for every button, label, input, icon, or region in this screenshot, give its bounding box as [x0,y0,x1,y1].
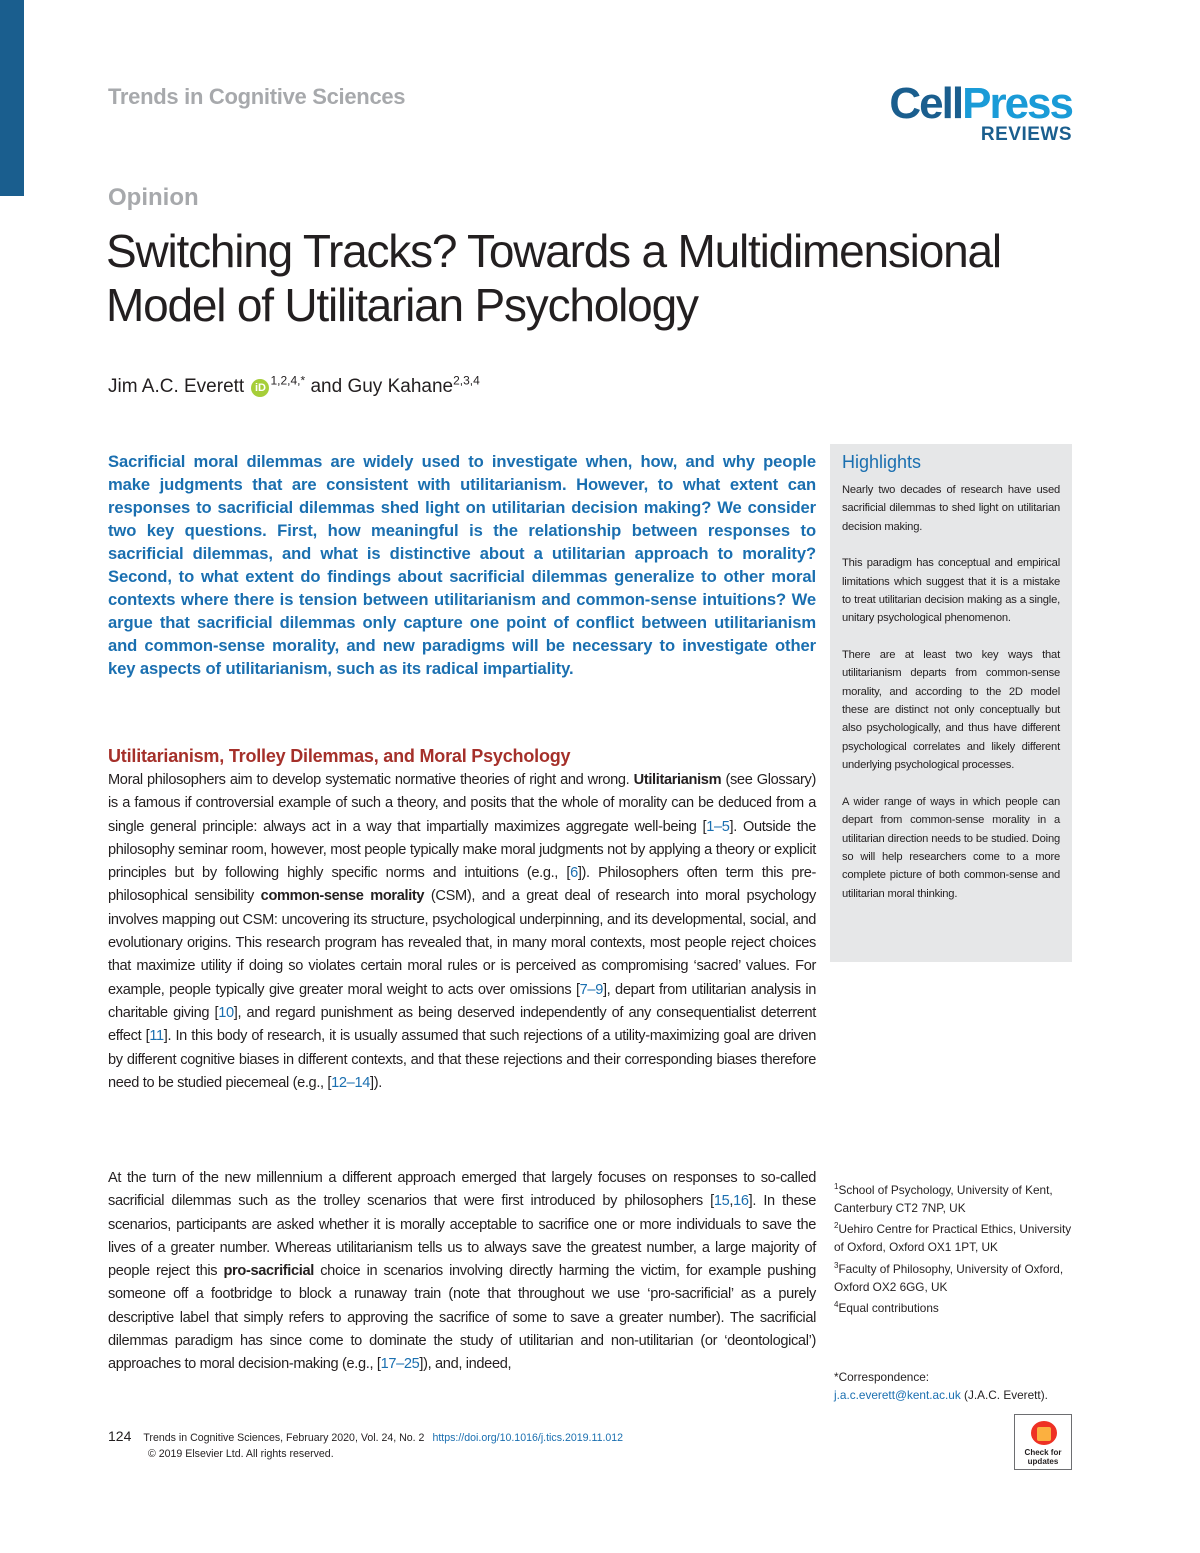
badge-label: Check for updates [1024,1448,1062,1466]
author-conjunction: and [310,376,343,397]
logo-wordmark: CellPress [889,79,1072,128]
reference-link[interactable]: 10 [218,1004,234,1021]
copyright: © 2019 Elsevier Ltd. All rights reserved. [148,1448,334,1460]
reference-link[interactable]: 7–9 [579,981,603,998]
reference-link[interactable]: 16 [733,1193,749,1210]
section-heading: Utilitarianism, Trolley Dilemmas, and Moral Psychology [108,746,571,766]
highlights-title: Highlights [842,452,922,472]
journal-name: Trends in Cognitive Sciences [108,84,406,109]
reference-link[interactable]: 11 [149,1028,164,1045]
correspondence-email[interactable]: j.a.c.everett@kent.ac.uk [834,1388,961,1403]
affiliation-item: $^4$Equal contributions [834,1299,939,1315]
highlights-box [830,444,1072,962]
author-everett-affil: 1,2,4,* [270,373,306,388]
journal-side-bar [0,0,24,196]
reference-link[interactable]: 6 [570,865,578,882]
orcid-icon[interactable]: iD [251,379,269,397]
glossary-term-utilitarianism[interactable]: Utilitarianism [633,772,722,788]
glossary-term-pro-sacrificial[interactable]: pro-sacrificial [223,1263,314,1280]
correspondence-label: *Correspondence: [834,1370,930,1384]
page-number: 124 [108,1428,132,1444]
body-paragraph-1: Moral philosophers aim to develop systematic normative theories of right and wrong. Utilitarianism (see Glossary) is a famous if controversial example of such a theory, and posits that the whole of morality can be deduced from a single general principle: always act in a way that impartially maximizes aggregate well-being [1–5]. Outside the philosophy seminar room, however, most people typically make moral judgments not by applying a theory or explicit principles but by following highly specific norms and intuitions (e.g., [6]). Philosophers often term this pre-philosophical sensibility common-sense morality (CSM), and a great deal of research into moral psychology involves mapping out CSM: uncovering its structure, psychological underpinning, and its developmental, social, and evolutionary origins. This research program has revealed that, in many moral contexts, most people reject choices that maximize utility if doing so violates certain moral rules or is perceived as compromising ‘sacred’ values. For example, people typically give greater moral weight to acts over omissions [7–9], depart from utilitarian analysis in charitable giving [10], and regard punishment as being deserved independently of any consequentialist deterrent effect [11]. In this body of research, it is usually assumed that such rejections of a utility-maximizing goal are driven by different cognitive biases in different contexts, and that these rejections and their corresponding biases therefore need to be studied piecemeal (e.g., [12–14]). [108,772,817,1091]
highlight-item: Nearly two decades of research have used sacrificial dilemmas to shed light on utilitarian decision making. [842,484,1060,533]
reference-link[interactable]: 17–25 [380,1356,420,1373]
reference-link[interactable]: 1–5 [706,818,730,835]
correspondence-name: (J.A.C. Everett). [960,1388,1048,1403]
highlight-item: There are at least two key ways that utilitarianism departs from common-sense morality, and according to the 2D model these are distinct not only conceptually but also psychologically, and thus have different psychological correlates and likely different underlying psychological processes. [842,648,1060,772]
glossary-term-csm[interactable]: common-sense morality [260,888,425,905]
article-type: Opinion [108,184,199,211]
affiliations [834,1178,1074,1317]
affiliation-item: $^2$Uehiro Centre for Practical Ethics, University of Oxford, Oxford OX1 1PT, UK [834,1221,1072,1255]
article-title: Switching Tracks? Towards a Multidimensional Model of Utilitarian Psychology [106,225,1001,331]
author-line [108,373,480,398]
check-for-updates-badge[interactable] [1014,1414,1072,1470]
citation-text: Trends in Cognitive Sciences, February 2020, Vol. 24, No. 2 [143,1432,425,1444]
author-kahane-affil: 2,3,4 [453,373,480,388]
correspondence [834,1368,1084,1404]
highlight-item: This paradigm has conceptual and empirical limitations which suggest that it is a mistake to treat utilitarian decision making as a single, unitary psychological phenomenon. [842,557,1060,625]
author-kahane[interactable]: Guy Kahane [347,376,454,397]
cellpress-logo [880,79,1080,148]
affiliation-item: $^3$Faculty of Philosophy, University of Oxford, Oxford OX2 6GG, UK [834,1260,1064,1294]
highlight-item: A wider range of ways in which people can depart from common-sense morality in a utilitarian direction needs to be studied. Doing so will help researchers come to a more complete picture of both common-sense and utilitarian moral thinking. [842,795,1060,900]
reference-link[interactable]: 12–14 [331,1074,370,1091]
abstract: Sacrificial moral dilemmas are widely used to investigate when, how, and why people make judgments that are consistent with utilitarianism. However, to what extent can responses to sacrificial dilemmas shed light on utilitarian decision making? We consider two key questions. First, how meaningful is the relationship between responses to sacrificial dilemmas, and what is distinctive about a utilitarian approach to morality? Second, to what extent do findings about sacrificial dilemmas generalize to other moral contexts where there is tension between utilitarianism and common-sense intuitions? We argue that sacrificial dilemmas only capture one point of conflict between utilitarianism and common-sense morality, and new paradigms will be necessary to investigate other key aspects of utilitarianism, such as its radical impartiality. [108,452,816,678]
author-everett[interactable]: Jim A.C. Everett [108,376,245,397]
footer-citation [108,1428,623,1444]
body-paragraph-2: At the turn of the new millennium a different approach emerged that largely focuses on responses to so-called sacrificial dilemmas such as the trolley scenarios that were first introduced by philosophers [15,16]. In these scenarios, participants are asked whether it is morally acceptable to sacrifice one or more individuals to save the lives of a greater number. Whereas utilitarianism tells us to always save the greatest number, a large majority of people reject this pro-sacrificial choice in scenarios involving directly harming the victim, for example pushing someone off a footbridge to block a runaway train (note that throughout we use ‘pro-sacrificial’ as a purely descriptive label that simply refers to approving the sacrifice of some to save a greater number). The sacrificial dilemmas paradigm has since come to dominate the study of utilitarian and non-utilitarian (or ‘deontological’) approaches to moral decision-making (e.g., [17–25]), and, indeed, [108,1170,816,1373]
reference-link[interactable]: 15 [713,1193,730,1210]
affiliation-item: $^1$School of Psychology, University of Kent, Canterbury CT2 7NP, UK [834,1182,1053,1216]
doi-link[interactable]: https://doi.org/10.1016/j.tics.2019.11.012 [432,1432,624,1444]
logo-reviews: REVIEWS [980,124,1072,145]
